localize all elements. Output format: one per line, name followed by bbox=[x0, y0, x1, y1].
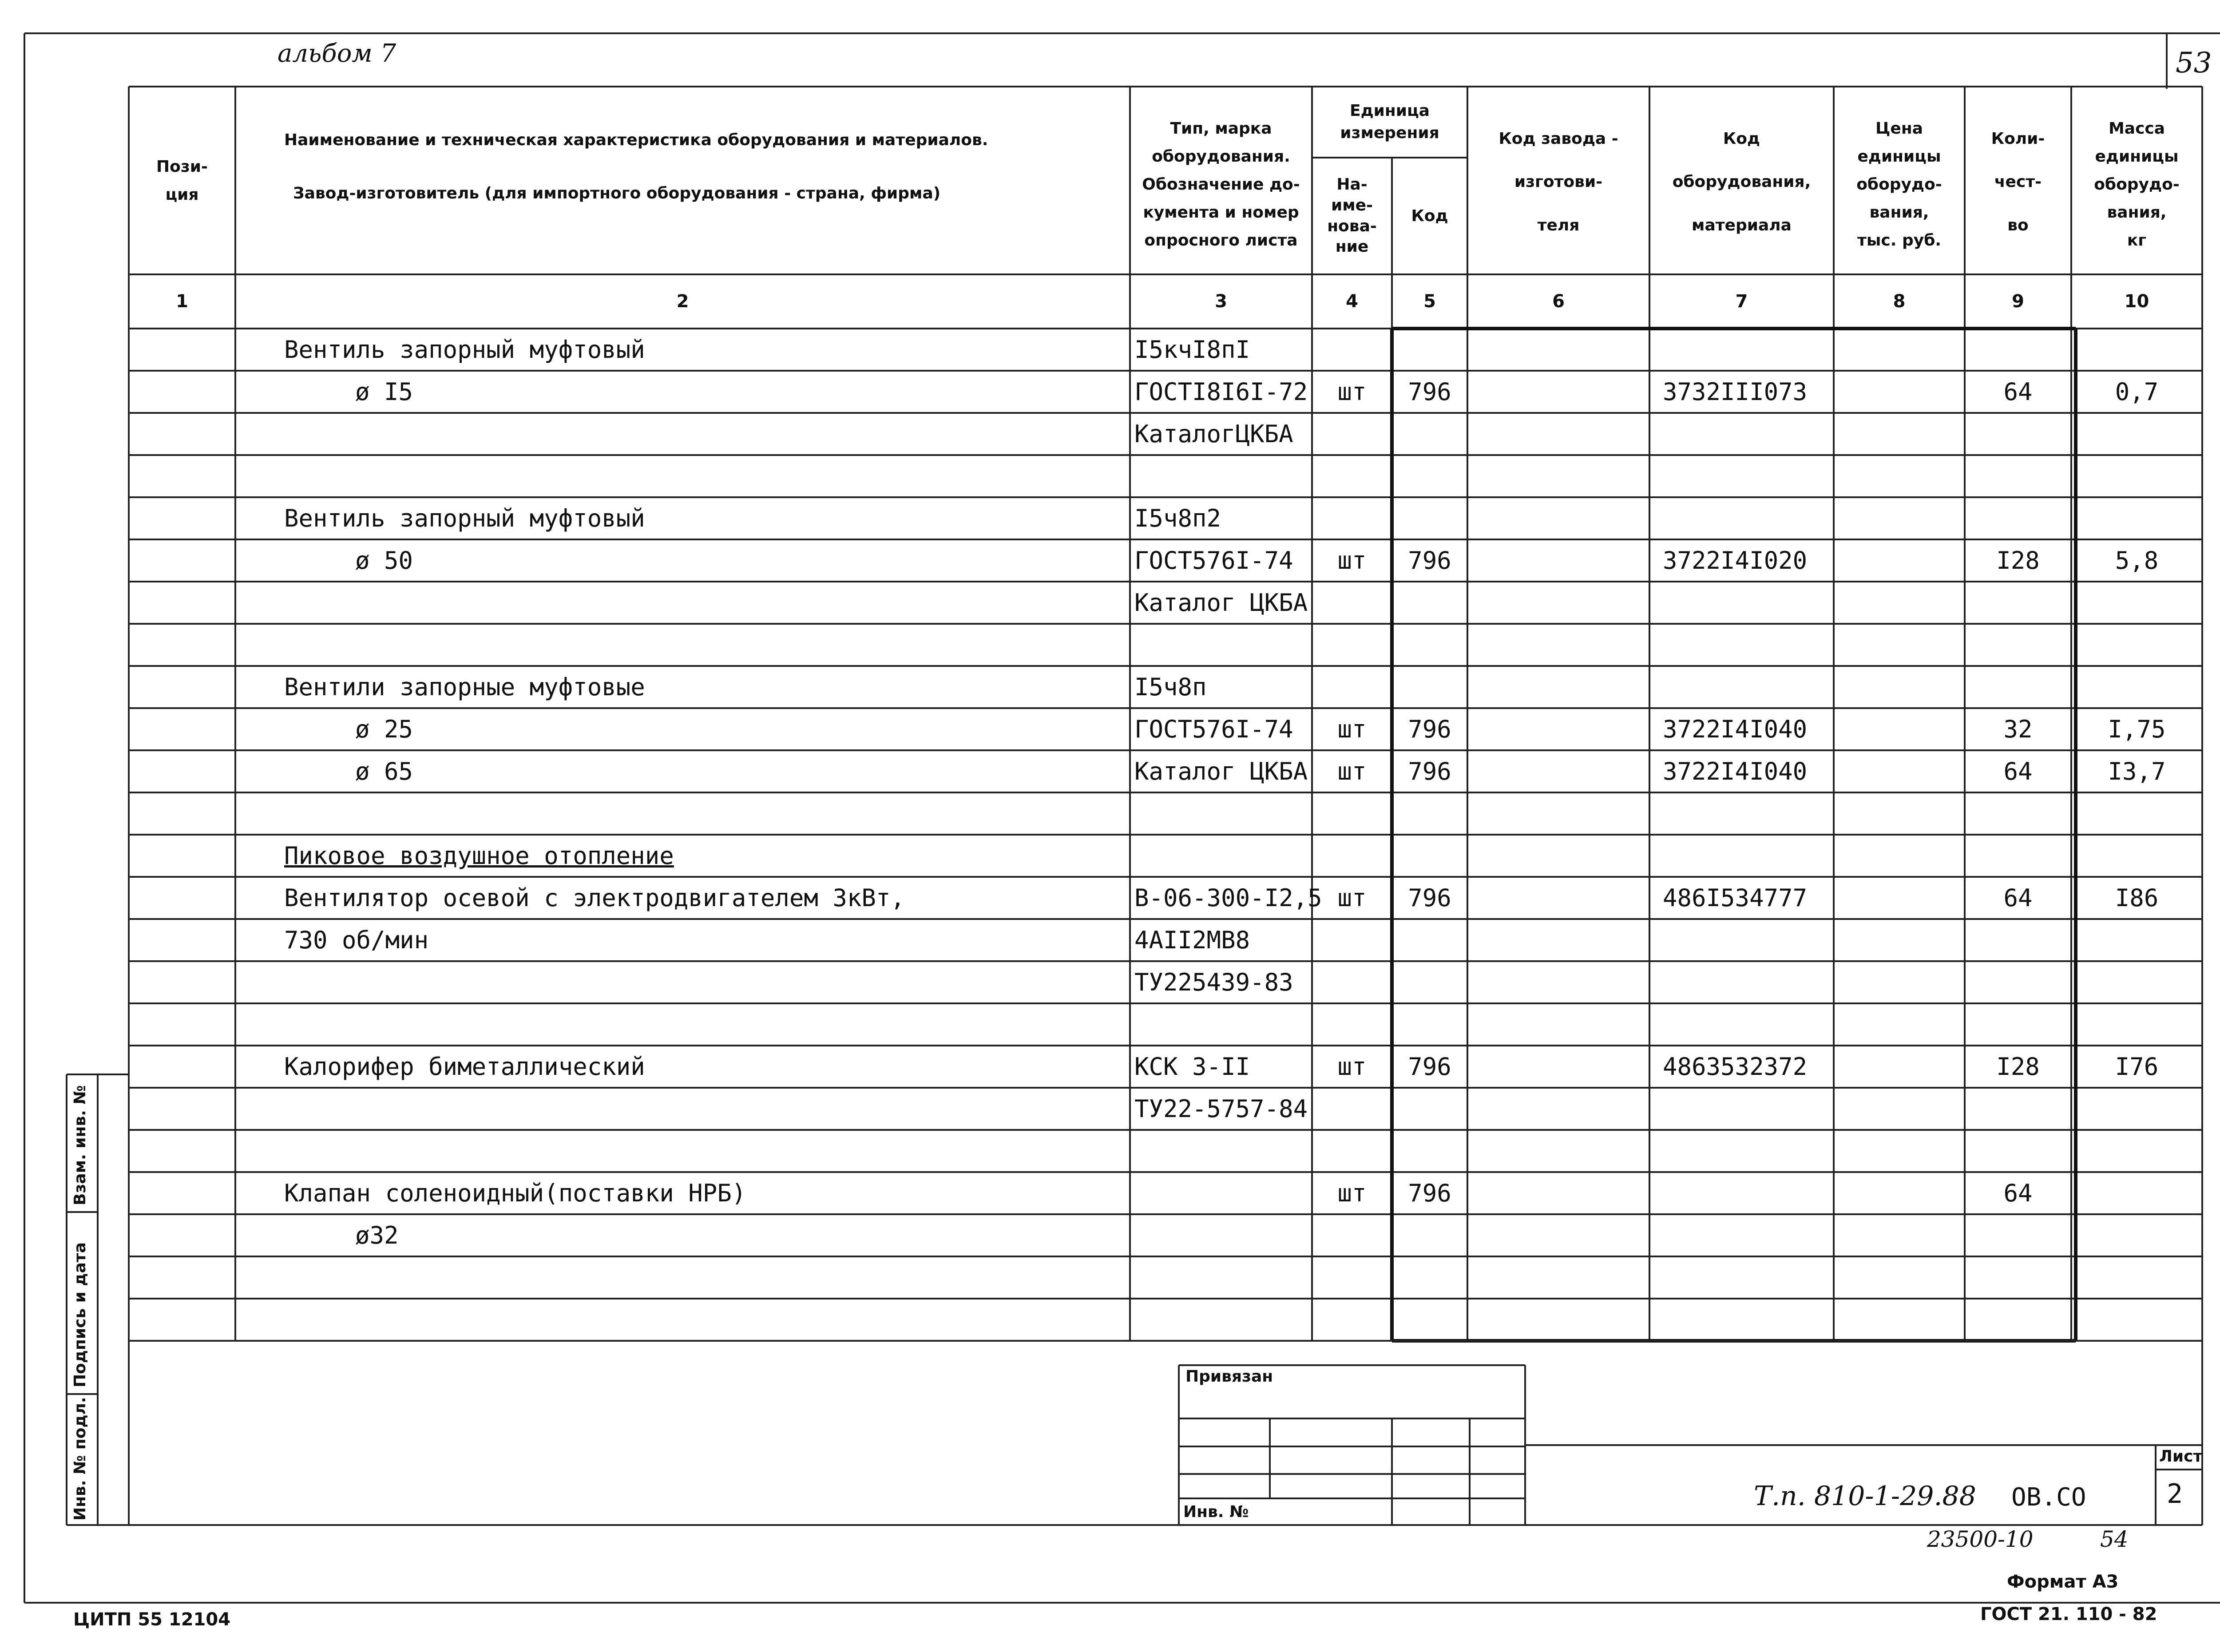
cell-type: ГОСТI8I6I-72 bbox=[1134, 378, 1308, 406]
cell-unit: шт bbox=[1337, 547, 1367, 574]
cell-equip-code: 3722I4I020 bbox=[1663, 547, 1808, 574]
cell-type: ГОСТ576I-74 bbox=[1134, 715, 1293, 743]
cell-mass: I3,7 bbox=[2108, 757, 2166, 785]
cell-type: В-06-300-I2,5 bbox=[1134, 884, 1322, 912]
cell-name: Клапан соленоидный(поставки НРБ) bbox=[284, 1179, 746, 1207]
cell-code: 796 bbox=[1408, 1179, 1451, 1207]
cell-type: I5ч8п bbox=[1134, 673, 1207, 701]
cell-mass: I,75 bbox=[2108, 715, 2166, 743]
header-unit-name: На- име- нова- ние bbox=[1327, 175, 1377, 256]
column-number-1: 1 bbox=[176, 291, 188, 312]
stamp-handwritten-page: 54 bbox=[2100, 1526, 2129, 1552]
cell-unit: шт bbox=[1337, 378, 1367, 406]
cell-name: ø 25 bbox=[355, 715, 413, 743]
side-label-inv-podl: Инв. № подл. bbox=[71, 1397, 89, 1521]
cell-type: КСК 3-II bbox=[1134, 1053, 1250, 1081]
column-number-6: 6 bbox=[1552, 291, 1565, 312]
header-type: Тип, марка оборудования. Обозначение до- кумента и номер опросного листа bbox=[1142, 119, 1300, 250]
cell-qty: 64 bbox=[2003, 884, 2033, 912]
cell-unit: шт bbox=[1337, 1053, 1367, 1081]
cell-code: 796 bbox=[1408, 757, 1451, 785]
cell-name: Пиковое воздушное отопление bbox=[284, 842, 674, 870]
cell-name: Вентили запорные муфтовые bbox=[284, 673, 645, 701]
cell-mass: 0,7 bbox=[2115, 378, 2159, 406]
cell-unit: шт bbox=[1337, 1179, 1367, 1207]
cell-equip-code: 3722I4I040 bbox=[1663, 757, 1808, 785]
cell-type: I5ч8п2 bbox=[1134, 504, 1221, 532]
stamp-designation: Т.п. 810-1-29.88 bbox=[1754, 1481, 1976, 1512]
column-number-9: 9 bbox=[2012, 291, 2024, 312]
cell-equip-code: 3722I4I040 bbox=[1663, 715, 1808, 743]
stamp-privyazan: Привязан bbox=[1185, 1367, 1273, 1386]
header-name-line1: Наименование и техническая характеристика оборудования и материалов. bbox=[284, 131, 988, 149]
cell-name: ø I5 bbox=[355, 378, 413, 406]
side-label-vzam: Взам. инв. № bbox=[71, 1085, 89, 1205]
cell-mass: I76 bbox=[2115, 1053, 2159, 1081]
cell-type: 4АII2МВ8 bbox=[1134, 926, 1250, 954]
column-number-8: 8 bbox=[1893, 291, 1906, 312]
header-name-line2: Завод-изготовитель (для импортного оборудования - страна, фирма) bbox=[293, 184, 941, 202]
header-mass: Масса единицы оборудо- вания, кг bbox=[2094, 119, 2180, 250]
cell-equip-code: 4863532372 bbox=[1663, 1053, 1808, 1081]
header-unit-code: Код bbox=[1411, 207, 1448, 225]
cell-type: Каталог ЦКБА bbox=[1134, 757, 1308, 785]
cell-type: I5кчI8пI bbox=[1134, 336, 1250, 364]
cell-mass: I86 bbox=[2115, 884, 2159, 912]
cell-name: Вентиль запорный муфтовый bbox=[284, 504, 645, 532]
cell-qty: I28 bbox=[1996, 547, 2040, 574]
cell-name: Вентилятор осевой с электродвигателем 3кВт, bbox=[284, 884, 905, 912]
cell-type: КаталогЦКБА bbox=[1134, 420, 1293, 448]
cell-qty: 64 bbox=[2003, 757, 2033, 785]
album-label: альбом 7 bbox=[278, 39, 396, 68]
header-manufacturer-code: Код завода - изготови- теля bbox=[1498, 130, 1618, 234]
header-equipment-code: Код оборудования, материала bbox=[1672, 130, 1811, 234]
column-number-10: 10 bbox=[2124, 291, 2149, 312]
column-number-7: 7 bbox=[1735, 291, 1748, 312]
footer-format: Формат А3 bbox=[2007, 1572, 2119, 1592]
cell-type: Каталог ЦКБА bbox=[1134, 589, 1308, 617]
stamp-list-label: Лист bbox=[2159, 1447, 2203, 1466]
column-number-3: 3 bbox=[1215, 291, 1227, 312]
stamp-list-number: 2 bbox=[2167, 1478, 2183, 1509]
cell-name: 730 об/мин bbox=[284, 926, 429, 954]
cell-code: 796 bbox=[1408, 547, 1451, 574]
column-number-2: 2 bbox=[676, 291, 689, 312]
header-unit: Единица измерения bbox=[1340, 101, 1439, 142]
stamp-handwritten-number: 23500-10 bbox=[1927, 1526, 2034, 1552]
footer-gost: ГОСТ 21. 110 - 82 bbox=[1980, 1604, 2157, 1624]
cell-code: 796 bbox=[1408, 378, 1451, 406]
cell-name: ø 50 bbox=[355, 547, 413, 574]
cell-equip-code: 3732III073 bbox=[1663, 378, 1808, 406]
cell-qty: 64 bbox=[2003, 1179, 2033, 1207]
cell-mass: 5,8 bbox=[2115, 547, 2159, 574]
cell-name: Вентиль запорный муфтовый bbox=[284, 336, 645, 364]
column-number-4: 4 bbox=[1346, 291, 1358, 312]
cell-type: ТУ225439-83 bbox=[1134, 968, 1293, 996]
cell-unit: шт bbox=[1337, 715, 1367, 743]
cell-unit: шт bbox=[1337, 884, 1367, 912]
stamp-mark: ОВ.СО bbox=[2011, 1483, 2086, 1512]
cell-qty: I28 bbox=[1996, 1053, 2040, 1081]
cell-unit: шт bbox=[1337, 757, 1367, 785]
cell-name: ø32 bbox=[355, 1221, 399, 1249]
cell-type: ГОСТ576I-74 bbox=[1134, 547, 1293, 574]
cell-type: ТУ22-5757-84 bbox=[1134, 1095, 1308, 1123]
footer-citp: ЦИТП 55 12104 bbox=[73, 1609, 231, 1630]
stamp-inv-no: Инв. № bbox=[1183, 1503, 1249, 1521]
cell-code: 796 bbox=[1408, 884, 1451, 912]
side-label-podpis: Подпись и дата bbox=[71, 1242, 89, 1387]
header-price: Цена единицы оборудо- вания, тыс. руб. bbox=[1856, 119, 1942, 250]
header-position: Пози- ция bbox=[156, 157, 208, 204]
cell-code: 796 bbox=[1408, 715, 1451, 743]
cell-name: Калорифер биметаллический bbox=[284, 1053, 645, 1081]
cell-qty: 32 bbox=[2003, 715, 2033, 743]
cell-name: ø 65 bbox=[355, 757, 413, 785]
column-number-5: 5 bbox=[1423, 291, 1436, 312]
cell-code: 796 bbox=[1408, 1053, 1451, 1081]
cell-equip-code: 486I534777 bbox=[1663, 884, 1808, 912]
corner-page-number: 53 bbox=[2176, 47, 2212, 79]
cell-qty: 64 bbox=[2003, 378, 2033, 406]
header-quantity: Коли- чест- во bbox=[1991, 130, 2045, 234]
